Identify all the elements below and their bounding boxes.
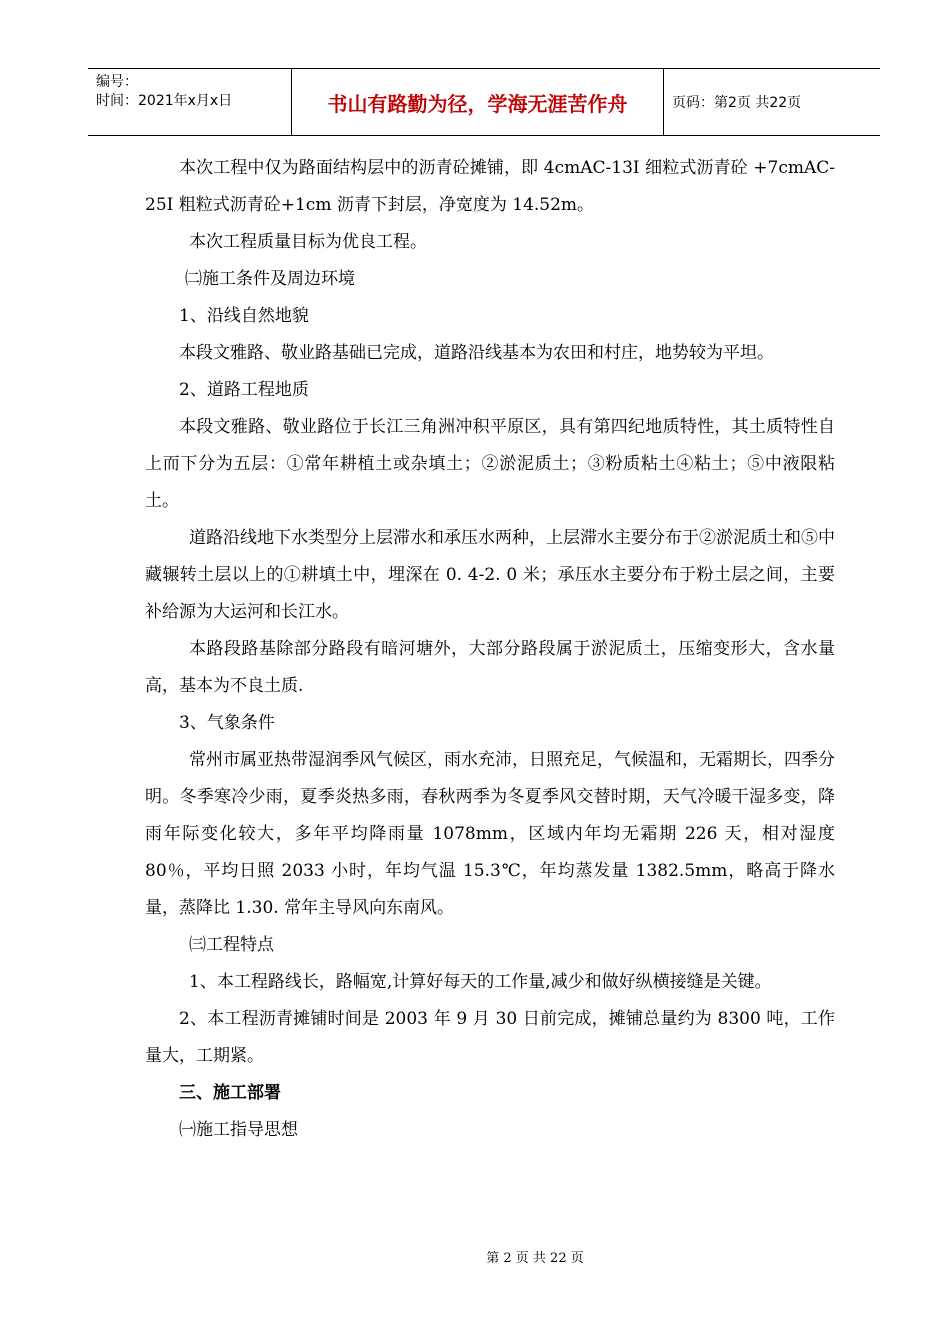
section-heading: ㈢工程特点 [189,935,274,955]
paragraph: 2、本工程沥青摊铺时间是 2003 年 9 月 30 日前完成，摊铺总量约为 8300 吨，工作量大，工期紧。 [145,1009,835,1066]
subsection-heading: 3、气象条件 [179,713,275,733]
paragraph: 本路段路基除部分路段有暗河塘外，大部分路段属于淤泥质土，压缩变形大，含水量高，基本为不良土质. [145,639,835,696]
document-time: 时间：2021年x月x日 [96,93,233,109]
document-number-label: 编号： [96,74,138,90]
header-motto: 书山有路勤为径，学海无涯苦作舟 [291,69,664,135]
paragraph: 本段文雅路、敬业路基础已完成，道路沿线基本为农田和村庄，地势较为平坦。 [179,343,774,363]
subsection-heading: 2、道路工程地质 [179,380,309,400]
page-footer [0,1247,950,1266]
document-body [145,150,835,1149]
chapter-heading: 三、施工部署 [179,1083,281,1103]
header-meta [88,69,291,135]
section-heading: ㈡施工条件及周边环境 [185,269,355,289]
page-header [88,68,880,136]
paragraph: 本次工程质量目标为优良工程。 [189,232,427,252]
paragraph: 1、本工程路线长，路幅宽,计算好每天的工作量,减少和做好纵横接缝是关键。 [189,972,772,992]
paragraph: 常州市属亚热带湿润季风气候区，雨水充沛，日照充足，气候温和，无霜期长，四季分明。冬季寒冷少雨，夏季炎热多雨，春秋两季为冬夏季风交替时期，天气冷暖干湿多变，降雨年际变化较大，多年平均降雨量 1078mm，区域内年均无霜期 226 天，相对湿度 80％，平均日照 2033 小时，年均气温 15.3℃，年均蒸发量 1382.5mm，略高于降水量，蒸降比 1.30. 常年主导风向东南风。 [145,750,835,918]
header-page-info: 页码：第2页 共22页 [672,95,802,111]
paragraph: 本段文雅路、敬业路位于长江三角洲冲积平原区，具有第四纪地质特性，其土质特性自上而下分为五层：①常年耕植土或杂填土；②淤泥质土；③粉质粘土④粘土；⑤中液限粘土。 [145,417,835,511]
subsection-heading: 1、沿线自然地貌 [179,306,309,326]
section-heading: ㈠施工指导思想 [179,1120,298,1140]
paragraph: 本次工程中仅为路面结构层中的沥青砼摊铺，即 4cmAC-13I 细粒式沥青砼 +7cmAC-25I 粗粒式沥青砼+1cm 沥青下封层，净宽度为 14.52m。 [145,158,835,215]
paragraph: 道路沿线地下水类型分上层滞水和承压水两种，上层滞水主要分布于②淤泥质土和⑤中藏辗转土层以上的①耕填土中，埋深在 0. 4-2. 0 米；承压水主要分布于粉土层之间，主要补给源为大运河和长江水。 [145,528,835,622]
footer-page-number: 第 2 页 共 22 页 [486,1251,584,1266]
